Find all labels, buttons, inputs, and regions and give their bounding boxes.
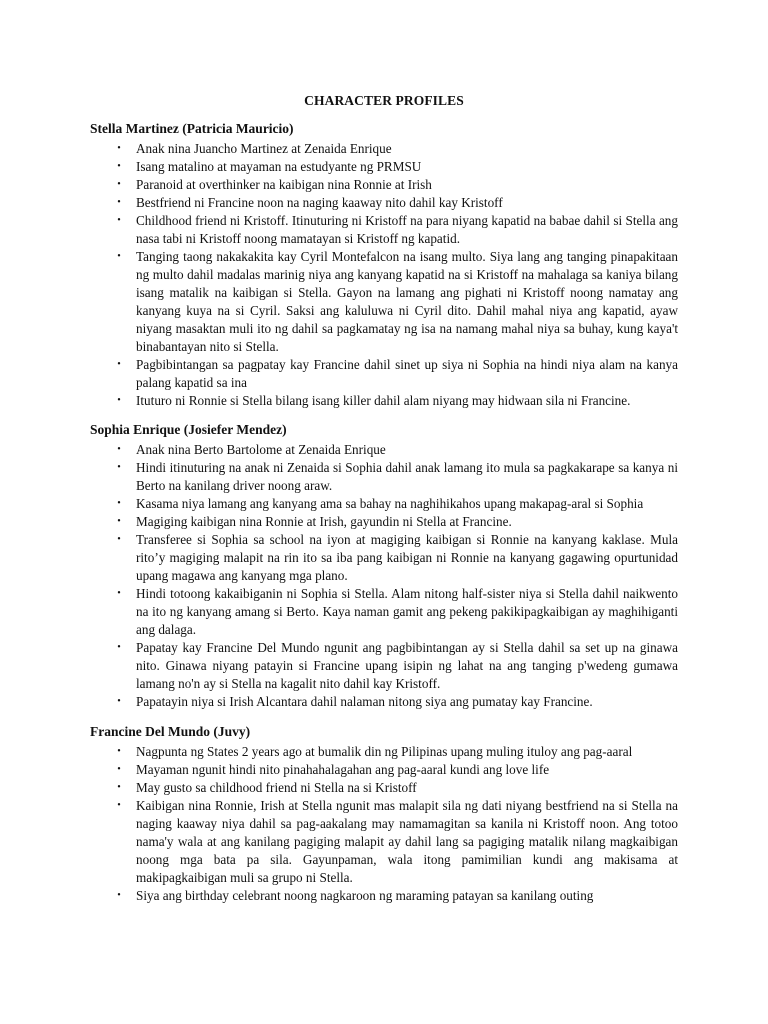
list-item-text: Pagbibintangan sa pagpatay kay Francine dahil sinet up siya ni Sophia na hindi niya alam na kanya palang kapatid sa ina (136, 357, 678, 390)
bullet-icon: • (117, 642, 121, 653)
list-item (90, 248, 678, 356)
list-item (90, 140, 678, 158)
bullet-icon: • (117, 498, 121, 509)
list-item (90, 693, 678, 711)
bullet-icon: • (117, 197, 121, 208)
character-trait-list (90, 441, 678, 711)
bullet-icon: • (117, 516, 121, 527)
list-item (90, 194, 678, 212)
list-item-text: Isang matalino at mayaman na estudyante ng PRMSU (136, 159, 422, 174)
bullet-icon: • (117, 696, 121, 707)
list-item-text: Paranoid at overthinker na kaibigan nina Ronnie at Irish (136, 177, 432, 192)
bullet-icon: • (117, 782, 121, 793)
list-item (90, 797, 678, 887)
bullet-icon: • (117, 143, 121, 154)
list-item-text: Transferee si Sophia sa school na iyon at magiging kaibigan si Ronnie na kanyang kaklase. Mula rito’y magiging malapit na rin ito sa iba pang kaibigan ni Ronnie na kanyang gagawing opurtunidad upang magawa ang kanyang mga plano. (136, 532, 678, 583)
bullet-icon: • (117, 764, 121, 775)
list-item-text: May gusto sa childhood friend ni Stella na si Kristoff (136, 780, 417, 795)
list-item-text: Childhood friend ni Kristoff. Itinuturing ni Kristoff na para niyang kapatid na babae dahil si Stella ang nasa tabi ni Kristoff noong mamatayan si Kristoff ng kapatid. (136, 213, 678, 246)
bullet-icon: • (117, 534, 121, 545)
list-item (90, 887, 678, 905)
list-item-text: Anak nina Juancho Martinez at Zenaida Enrique (136, 141, 392, 156)
list-item-text: Ituturo ni Ronnie si Stella bilang isang killer dahil alam niyang may hidwaan sila ni Francine. (136, 393, 631, 408)
character-trait-list (90, 743, 678, 905)
bullet-icon: • (117, 588, 121, 599)
bullet-icon: • (117, 179, 121, 190)
character-heading: Francine Del Mundo (Juvy) (90, 724, 251, 739)
list-item (90, 459, 678, 495)
list-item-text: Siya ang birthday celebrant noong nagkaroon ng maraming patayan sa kanilang outing (136, 888, 594, 903)
list-item (90, 158, 678, 176)
list-item-text: Papatayin niya si Irish Alcantara dahil nalaman nitong siya ang pumatay kay Francine. (136, 694, 593, 709)
bullet-icon: • (117, 746, 121, 757)
list-item (90, 495, 678, 513)
list-item (90, 639, 678, 693)
list-item-text: Papatay kay Francine Del Mundo ngunit ang pagbibintangan ay si Stella dahil sa set up na ginawa nito. Ginawa niyang patayin si Francine upang isipin ng lahat na ang tanging p'wedeng gumawa lamang no'n ay si Stella na kagalit nito dahil kay Kristoff. (136, 640, 678, 691)
list-item (90, 779, 678, 797)
list-item-text: Mayaman ngunit hindi nito pinahahalagahan ang pag-aaral kundi ang love life (136, 762, 550, 777)
character-section (90, 421, 678, 711)
list-item-text: Magiging kaibigan nina Ronnie at Irish, gayundin ni Stella at Francine. (136, 514, 512, 529)
bullet-icon: • (117, 890, 121, 901)
character-section (90, 120, 678, 410)
bullet-icon: • (117, 462, 121, 473)
character-section (90, 723, 678, 905)
list-item-text: Bestfriend ni Francine noon na naging kaaway nito dahil kay Kristoff (136, 195, 503, 210)
list-item (90, 392, 678, 410)
list-item (90, 585, 678, 639)
list-item (90, 743, 678, 761)
list-item-text: Kasama niya lamang ang kanyang ama sa bahay na naghihikahos upang makapag-aral si Sophia (136, 496, 644, 511)
character-heading: Sophia Enrique (Josiefer Mendez) (90, 422, 287, 437)
list-item-text: Tanging taong nakakakita kay Cyril Montefalcon na isang multo. Siya lang ang tanging pinapakitaan ng multo dahil madalas marinig niya ang kanyang kapatid na si Kristoff na mahalaga sa kaniya bilang isang matalik na kaibigan si Stella. Gayon na lamang ang pighati ni Kristoff noong namatay ang kanyang kuya na si Cyril. Saksi ang kaluluwa ni Cyril dito. Dahil mahal niya ang kapatid, ayaw niyang masaktan muli ito ng dahil sa pagkamatay ng isa na namang mahal niya sa buhay, kung kaya't binabantayan nito si Stella. (136, 249, 678, 354)
page-title: CHARACTER PROFILES (304, 93, 464, 108)
character-trait-list (90, 140, 678, 410)
bullet-icon: • (117, 215, 121, 226)
list-item-text: Hindi itinuturing na anak ni Zenaida si Sophia dahil anak lamang ito mula sa pagkakarape sa kanya ni Berto na kanilang driver noong araw. (136, 460, 678, 493)
list-item-text: Hindi totoong kakaibiganin ni Sophia si Stella. Alam nitong half-sister niya si Stella dahil naikwento na ito ng kanyang amang si Berto. Kaya naman gamit ang pekeng pakikipagkaibigan ay maghihiganti ang dalaga. (136, 586, 678, 637)
list-item (90, 531, 678, 585)
list-item (90, 176, 678, 194)
bullet-icon: • (117, 161, 121, 172)
list-item (90, 761, 678, 779)
character-heading: Stella Martinez (Patricia Mauricio) (90, 121, 294, 136)
list-item-text: Nagpunta ng States 2 years ago at bumalik din ng Pilipinas upang muling ituloy ang pag-aaral (136, 744, 633, 759)
bullet-icon: • (117, 800, 121, 811)
list-item (90, 441, 678, 459)
list-item (90, 212, 678, 248)
bullet-icon: • (117, 359, 121, 370)
bullet-icon: • (117, 395, 121, 406)
bullet-icon: • (117, 251, 121, 262)
list-item (90, 513, 678, 531)
list-item-text: Kaibigan nina Ronnie, Irish at Stella ngunit mas malapit sila ng dati niyang bestfriend na si Stella na naging kaaway niya dahil sa pag-aakalang may namamagitan sa kanila ni Kristoff noon. Ang totoo nama'y wala at ang kanilang pagiging malapit ay dahil lang sa pagiging matalik nilang magkaibigan noong mga bata pa sila. Gayunpaman, wala itong pamimilian kundi ang makisama at makipagkaibigan muli sa grupo ni Stella. (136, 798, 678, 885)
list-item-text: Anak nina Berto Bartolome at Zenaida Enrique (136, 442, 386, 457)
list-item (90, 356, 678, 392)
bullet-icon: • (117, 444, 121, 455)
